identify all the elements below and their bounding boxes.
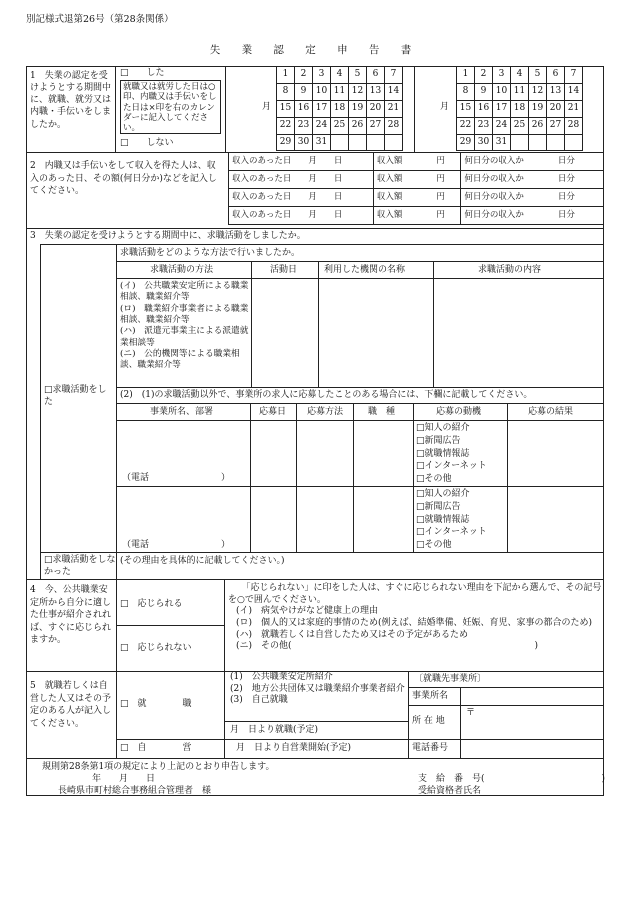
motive-1-magazine[interactable]: □就職情報誌 [416,448,470,459]
sec1-did-checkbox[interactable]: □ した [120,68,165,78]
motive-1-internet[interactable]: □インターネット [416,461,487,472]
income-date-cell[interactable]: 収入のあった日 月 日 [229,153,374,171]
motive-2-newspaper[interactable]: □新聞広告 [416,501,461,512]
calendar-day-cell[interactable]: 27 [367,118,385,135]
calendar-day-cell[interactable]: 25 [511,118,529,135]
sec3-h1 [116,261,604,262]
col-company: 事業所名、部署 [150,407,214,417]
income-days-cell[interactable]: 何日分の収入か 日分 [461,153,604,171]
form-number: 別記様式退第26号（第28条関係） [26,14,174,25]
income-table [228,152,604,225]
sec3-v-b [296,403,297,552]
calendar-day-cell[interactable]: 1 [457,67,475,84]
calendar-day-cell[interactable]: 11 [511,84,529,101]
calendar-day-cell[interactable]: 5 [529,67,547,84]
cal-separator [414,66,415,152]
self-start-date: 月 日より自営業開始(予定) [236,743,352,753]
did-not-search-checkbox[interactable]: □求職活動をしなかった [44,555,116,578]
sec5-h-jobdate [224,721,408,722]
sec5-v1 [116,671,117,758]
calendar-day-cell[interactable]: 23 [475,118,493,135]
cannot-accept-checkbox[interactable]: □ 応じられない [120,643,192,653]
calendar-day-cell[interactable]: 2 [475,67,493,84]
sec4-v2 [224,579,225,671]
calendar-day-cell[interactable]: 3 [313,67,331,84]
method-ni: (ニ) 公的機関等による職業相談、職業紹介等 [120,348,240,371]
calendar-week-row [457,135,583,151]
calendar-day-cell[interactable] [349,135,367,151]
income-date-cell[interactable]: 収入のあった日 月 日 [229,207,374,225]
sec5-question: 5 就職若しくは自営した人又はその予定のある人が記入してください。 [30,681,112,729]
sec4-reasons [228,583,602,653]
sec3-question: 3 失業の認定を受けようとする期間中に、求職活動をしましたか。 [30,231,306,241]
reasons-intro: 「応じられない」に印をした人は、すぐに応じられない理由を下記から選んで、その記号を○で囲んでください。 [228,583,602,605]
sec5-v3 [408,671,409,758]
phone-2: （電話 ） [122,540,231,550]
calendar-week-row [277,67,403,84]
calendar-day-cell[interactable]: 23 [295,118,313,135]
calendar-day-cell[interactable] [547,135,565,151]
sec3-v-d [413,403,414,552]
income-amount-cell[interactable]: 収入額 円 [373,189,461,207]
income-row [229,153,604,171]
income-days-cell[interactable]: 何日分の収入か 日分 [461,171,604,189]
dest-address-label: 所 在 地 [412,716,445,726]
sec4-top-line [26,579,604,580]
calendar-day-cell[interactable]: 26 [529,118,547,135]
motive-1-newspaper[interactable]: □新聞広告 [416,435,461,446]
sec3-h2 [116,278,604,279]
sec1-did-note: 就職又は就労した日は○印、内職又は手伝いをした日は×印を右のカレンダーに記入してください。 [120,80,221,134]
calendar-day-cell[interactable]: 28 [565,118,583,135]
calendar-day-cell[interactable]: 24 [493,118,511,135]
reason-i: (イ) 病気やけがなど健康上の理由 [236,606,379,617]
calendar-week-row [277,135,403,151]
calendar-day-cell[interactable]: 29 [277,135,295,151]
calendar-day-cell[interactable]: 27 [547,118,565,135]
calendar-day-cell[interactable]: 12 [349,84,367,101]
dest-h3 [408,739,604,740]
calendar-week-row [277,84,403,101]
income-row [229,171,604,189]
calendar-day-cell[interactable]: 17 [493,101,511,118]
motive-2-other[interactable]: □その他 [416,540,452,551]
payment-number: 支 給 番 号( ) [418,774,606,784]
sec3-h4 [116,403,604,404]
sec3-h7 [40,552,604,553]
declaration: 規則第28条第1項の規定により上記のとおり申告します。 [42,762,275,772]
calendar-day-cell[interactable]: 19 [529,101,547,118]
calendar-day-cell[interactable]: 20 [367,101,385,118]
calendar-day-cell[interactable]: 22 [277,118,295,135]
cal2-month-label: 月 [440,102,450,112]
job-start-date: 月 日より就職(予定) [230,725,319,735]
calendar-day-cell[interactable]: 15 [277,101,295,118]
income-date-cell[interactable]: 収入のあった日 月 日 [229,171,374,189]
sec3-label-col-line [116,244,117,579]
calendar-2[interactable] [456,66,583,151]
job-way-1: (1) 公共職業安定所紹介 [230,672,333,682]
method-list [120,281,250,372]
calendar-day-cell[interactable]: 31 [493,135,511,151]
motive-1-acquaintance[interactable]: □知人の紹介 [416,423,470,433]
calendar-day-cell[interactable]: 25 [331,118,349,135]
calendar-day-cell[interactable]: 28 [385,118,403,135]
col-apply-method: 応募方法 [307,407,344,417]
calendar-day-cell[interactable]: 14 [565,84,583,101]
motives-2[interactable] [416,488,506,552]
calendar-day-cell[interactable]: 6 [367,67,385,84]
sec3-h6 [116,486,604,487]
col-org-name: 利用した機関の名称 [324,265,406,275]
calendar-day-cell[interactable]: 22 [457,118,475,135]
dest-title: 〔就職先事業所〕 [414,674,487,684]
calendar-day-cell[interactable]: 2 [295,67,313,84]
col-activity-content: 求職活動の内容 [478,265,542,275]
method-ha: (ハ) 派遣元事業主による派遣就業相談等 [120,326,249,348]
sec3-v-e [507,403,508,552]
calendar-day-cell[interactable]: 5 [349,67,367,84]
sec1-question: 1 失業の認定を受けようとする期間中に、就職、就労又は内職・手伝いをしましたか。 [30,71,112,130]
dest-postal-mark: 〒 [466,708,476,718]
can-accept-checkbox[interactable]: □ 応じられる [120,599,183,609]
income-date-cell[interactable]: 収入のあった日 月 日 [229,189,374,207]
calendar-day-cell[interactable]: 7 [385,67,403,84]
did-not-search-reason: (その理由を具体的に記載してください。) [120,556,285,566]
job-way-3: (3) 自己就職 [230,695,288,706]
col-job-type: 職 種 [368,407,396,417]
calendar-day-cell[interactable]: 1 [277,67,295,84]
calendar-day-cell[interactable]: 18 [331,101,349,118]
calendar-day-cell[interactable]: 4 [511,67,529,84]
calendar-day-cell[interactable]: 21 [385,101,403,118]
method-ro: (ロ) 職業紹介事業者による職業相談、職業紹介等 [120,303,249,325]
calendar-day-cell[interactable]: 17 [313,101,331,118]
sec3-h5 [116,420,604,421]
dest-v [460,687,461,758]
sec3-v-org [433,261,434,387]
income-row [229,207,604,225]
calendar-day-cell[interactable]: 15 [457,101,475,118]
reason-ni: (ニ) その他( ) [236,641,539,652]
self-employed-checkbox[interactable]: □ 自 営 [120,743,192,753]
motive-1-other[interactable]: □その他 [416,474,452,485]
calendar-week-row [457,84,583,101]
calendar-day-cell[interactable]: 8 [277,84,295,101]
income-amount-cell[interactable]: 収入額 円 [373,153,461,171]
sec3-v-method [251,261,252,387]
job-ways [230,672,406,707]
footer-top-line [26,758,604,759]
calendar-day-cell[interactable]: 18 [511,101,529,118]
sec5-h-self [116,739,408,740]
calendar-day-cell[interactable]: 19 [349,101,367,118]
income-row [229,189,604,207]
sec1-didnot-checkbox[interactable]: □ しない [120,138,174,148]
col-method: 求職活動の方法 [150,265,214,275]
calendar-day-cell[interactable]: 7 [565,67,583,84]
calendar-day-cell[interactable]: 13 [547,84,565,101]
dest-phone-label: 電話番号 [412,743,449,753]
calendar-day-cell[interactable] [331,135,349,151]
dest-name-label: 事業所名 [412,691,449,701]
calendar-week-row [457,67,583,84]
calendar-day-cell[interactable]: 8 [457,84,475,101]
reason-ha: (ハ) 就職若しくは自営したため又はその予定があるため [236,629,469,640]
income-amount-cell[interactable]: 収入額 円 [373,207,461,225]
calendar-day-cell[interactable]: 14 [385,84,403,101]
calendar-day-cell[interactable]: 4 [331,67,349,84]
sec2-question: 2 内職又は手伝いをして収入を得た人は、収入のあった日、その額(何日分か)などを記入してください。 [30,161,217,197]
calendar-day-cell[interactable]: 31 [313,135,331,151]
calendar-day-cell[interactable]: 6 [547,67,565,84]
calendar-day-cell[interactable]: 16 [475,101,493,118]
sec2-bottom-line [26,228,604,229]
sec3-left-line [40,244,41,579]
calendar-day-cell[interactable]: 16 [295,101,313,118]
calendar-day-cell[interactable]: 10 [313,84,331,101]
sec1-v1 [115,66,116,152]
col-activity-date: 活動日 [270,265,298,275]
calendar-day-cell[interactable]: 20 [547,101,565,118]
calendar-day-cell[interactable] [511,135,529,151]
did-job-search-checkbox[interactable]: □求職活動をした [44,385,107,408]
calendar-week-row [277,118,403,135]
calendar-day-cell[interactable]: 26 [349,118,367,135]
motive-2-internet[interactable]: □インターネット [416,527,487,538]
job-checkbox[interactable]: □ 就 職 [120,699,192,709]
addressee: 長崎県市町村総合事務組合管理者 様 [58,786,212,796]
sec4-question: 4 今、公共職業安定所から自分に適した仕事が紹介されれば、すぐに応じられますか。 [30,585,112,646]
calendar-day-cell[interactable]: 29 [457,135,475,151]
applicant-name-label: 受給資格者氏名 [418,786,482,796]
sec3-v-a [250,403,251,552]
sec3-note2: (2) (1)の求職活動以外で、事業所の求人に応募したことのある場合には、下欄に記載してください。 [120,390,533,400]
form-title: 失 業 認 定 申 告 書 [209,44,421,56]
calendar-day-cell[interactable]: 21 [565,101,583,118]
calendar-day-cell[interactable] [367,135,385,151]
calendar-day-cell[interactable] [565,135,583,151]
calendar-1[interactable] [276,66,403,151]
sec1-v2 [225,66,226,152]
calendar-day-cell[interactable]: 11 [331,84,349,101]
calendar-day-cell[interactable] [385,135,403,151]
cal1-month-label: 月 [262,102,272,112]
col-apply-date: 応募日 [259,407,287,417]
sec3-top-line [40,244,604,245]
phone-1: （電話 ） [122,473,231,483]
sec3-how-question: 求職活動をどのような方法で行いましたか。 [120,248,301,258]
sec5-v2 [224,671,225,758]
reason-ro: (ロ) 個人的又は家庭的事情のため(例えば、結婚準備、妊娠、育児、家事の都合のため) [236,618,593,629]
calendar-day-cell[interactable]: 24 [313,118,331,135]
motives-1[interactable] [416,422,506,486]
sec3-v-date [318,261,319,387]
dest-h2 [408,705,604,706]
calendar-day-cell[interactable]: 3 [493,67,511,84]
motive-2-magazine[interactable]: □就職情報誌 [416,514,470,525]
col-result: 応募の結果 [528,407,574,417]
sec3-v-c [353,403,354,552]
sec4-h1 [116,625,224,626]
calendar-day-cell[interactable]: 30 [295,135,313,151]
calendar-week-row [277,101,403,118]
income-amount-cell[interactable]: 収入額 円 [373,171,461,189]
income-days-cell[interactable]: 何日分の収入か 日分 [461,207,604,225]
calendar-week-row [457,101,583,118]
income-days-cell[interactable]: 何日分の収入か 日分 [461,189,604,207]
calendar-day-cell[interactable] [529,135,547,151]
sec3-h3 [116,387,604,388]
calendar-day-cell[interactable]: 9 [295,84,313,101]
motive-2-acquaintance[interactable]: □知人の紹介 [416,489,470,499]
declaration-date: 年 月 日 [92,774,156,784]
dest-h1 [408,687,604,688]
col-motive: 応募の動機 [436,407,482,417]
job-way-2: (2) 地方公共団体又は職業紹介事業者紹介 [230,683,405,694]
calendar-week-row [457,118,583,135]
calendar-day-cell[interactable]: 13 [367,84,385,101]
method-i: (イ) 公共職業安定所による職業相談、職業紹介等 [120,281,249,303]
calendar-day-cell[interactable]: 10 [493,84,511,101]
calendar-day-cell[interactable]: 12 [529,84,547,101]
calendar-day-cell[interactable]: 9 [475,84,493,101]
calendar-day-cell[interactable]: 30 [475,135,493,151]
